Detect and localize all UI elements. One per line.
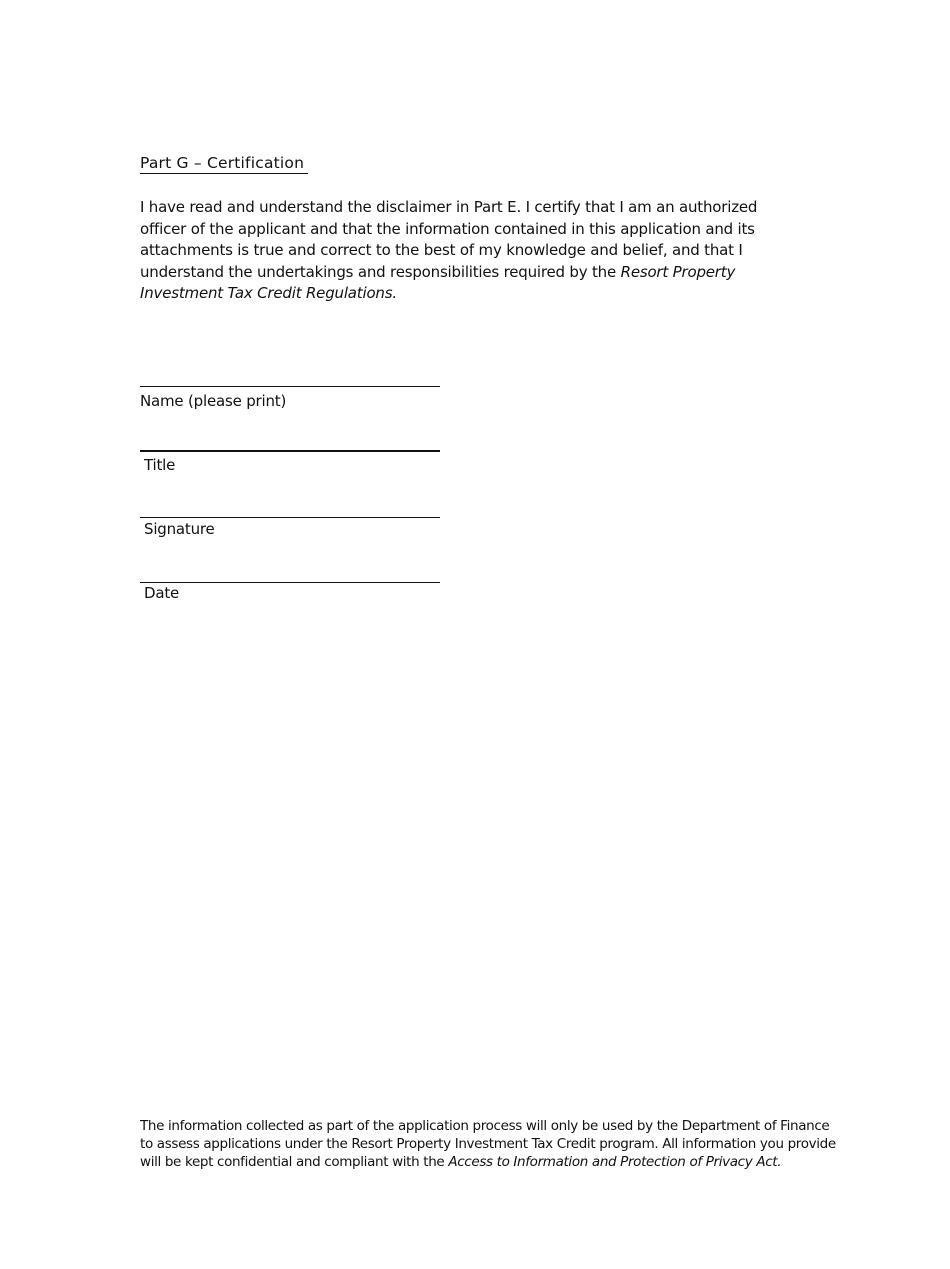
signature-line[interactable] (140, 517, 440, 518)
certification-statement (140, 197, 760, 305)
name-signature-line[interactable] (140, 386, 440, 387)
signature-label: Signature (144, 520, 215, 538)
title-label: Title (144, 456, 176, 474)
privacy-notice-text: The information collected as part of the application process will only be used by the Department of Finance to assess applications under the Resort Property Investment Tax Credit program. All information you provide will be kept confidential and compliant with the (140, 1118, 836, 1170)
certification-end: . (392, 284, 397, 302)
name-label: Name (please print) (140, 392, 287, 410)
privacy-notice (140, 1117, 840, 1171)
date-label: Date (144, 584, 180, 602)
regulation-title: Resort Property Investment Tax Credit Regulations (140, 262, 736, 302)
title-signature-line[interactable] (140, 450, 440, 452)
section-heading: Part G – Certification (140, 154, 308, 174)
act-title: Access to Information and Protection of Privacy Act (448, 1154, 778, 1170)
date-signature-line[interactable] (140, 582, 440, 583)
certification-text: I have read and understand the disclaimer in Part E. I certify that I am an authorized officer of the applicant and that the information contained in this application and its attachments is true and correct to the best of my knowledge and belief, and that I understand the undertakings and responsibilities required by the (140, 198, 758, 281)
privacy-notice-end: . (777, 1154, 782, 1170)
